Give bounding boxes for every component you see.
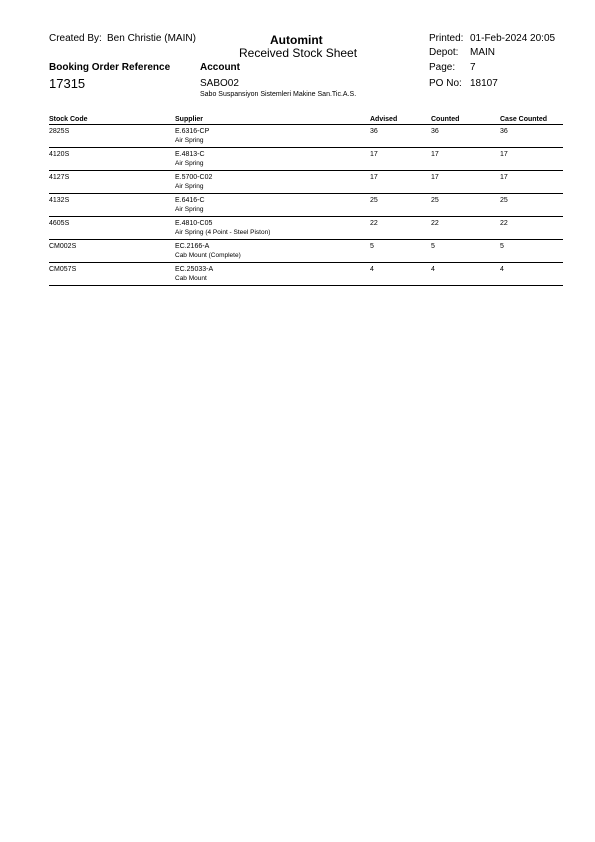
stock-code: CM057S	[49, 266, 77, 273]
depot-value: MAIN	[470, 47, 495, 58]
table-row	[49, 148, 563, 171]
stock-code: 4127S	[49, 174, 70, 181]
table-row	[49, 194, 563, 217]
counted-qty: 22	[431, 220, 439, 227]
item-description: Air Spring	[175, 183, 204, 190]
advised-qty: 25	[370, 197, 378, 204]
item-description: Cab Mount (Complete)	[175, 252, 241, 259]
item-description: Air Spring (4 Point - Steel Piston)	[175, 229, 271, 236]
case-counted-qty: 4	[500, 266, 504, 273]
counted-qty: 36	[431, 128, 439, 135]
table-row	[49, 171, 563, 194]
supplier-code: E.4810-C05	[175, 220, 213, 227]
table-row	[49, 217, 563, 240]
counted-qty: 5	[431, 243, 435, 250]
case-counted-qty: 5	[500, 243, 504, 250]
advised-qty: 17	[370, 174, 378, 181]
account-value: SABO02	[200, 78, 239, 89]
account-label: Account	[200, 62, 240, 73]
printed-label: Printed:	[429, 33, 464, 44]
stock-code: 4605S	[49, 220, 70, 227]
case-counted-qty: 36	[500, 128, 508, 135]
booking-ref-value: 17315	[49, 76, 86, 91]
page-label: Page:	[429, 62, 456, 73]
col-supplier: Supplier	[175, 116, 204, 123]
supplier-code: EC.2166-A	[175, 243, 210, 250]
counted-qty: 4	[431, 266, 435, 273]
item-description: Air Spring	[175, 206, 204, 213]
item-description: Air Spring	[175, 160, 204, 167]
table-row	[49, 125, 563, 148]
depot-label: Depot:	[429, 47, 459, 58]
case-counted-qty: 17	[500, 174, 508, 181]
advised-qty: 4	[370, 266, 374, 273]
col-advised: Advised	[370, 116, 398, 123]
col-case-counted: Case Counted	[500, 116, 548, 123]
item-description: Air Spring	[175, 137, 204, 144]
col-counted: Counted	[431, 116, 460, 123]
counted-qty: 17	[431, 174, 439, 181]
page-value: 7	[470, 62, 476, 73]
supplier-code: E.6316-CP	[175, 128, 210, 135]
table-row	[49, 263, 563, 286]
stock-code: CM002S	[49, 243, 77, 250]
company-name: Automint	[270, 33, 323, 47]
advised-qty: 17	[370, 151, 378, 158]
po-label: PO No:	[429, 78, 462, 89]
item-description: Cab Mount	[175, 275, 207, 282]
created-by-value: Ben Christie (MAIN)	[107, 33, 196, 44]
supplier-code: E.5700-C02	[175, 174, 213, 181]
po-value: 18107	[470, 78, 498, 89]
counted-qty: 17	[431, 151, 439, 158]
case-counted-qty: 25	[500, 197, 508, 204]
printed-value: 01-Feb-2024 20:05	[470, 33, 556, 44]
created-by-label: Created By:	[49, 33, 102, 44]
case-counted-qty: 17	[500, 151, 508, 158]
supplier-code: E.6416-C	[175, 197, 205, 204]
advised-qty: 36	[370, 128, 378, 135]
advised-qty: 5	[370, 243, 374, 250]
stock-code: 2825S	[49, 128, 70, 135]
stock-code: 4120S	[49, 151, 70, 158]
account-name: Sabo Suspansiyon Sistemleri Makine San.Tic.A.S.	[200, 91, 357, 98]
table-row	[49, 240, 563, 263]
advised-qty: 22	[370, 220, 378, 227]
supplier-code: EC.25033-A	[175, 266, 214, 273]
booking-ref-label: Booking Order Reference	[49, 62, 171, 73]
supplier-code: E.4813-C	[175, 151, 205, 158]
case-counted-qty: 22	[500, 220, 508, 227]
counted-qty: 25	[431, 197, 439, 204]
sheet-title: Received Stock Sheet	[239, 46, 358, 60]
stock-code: 4132S	[49, 197, 70, 204]
col-stock-code: Stock Code	[49, 116, 88, 123]
